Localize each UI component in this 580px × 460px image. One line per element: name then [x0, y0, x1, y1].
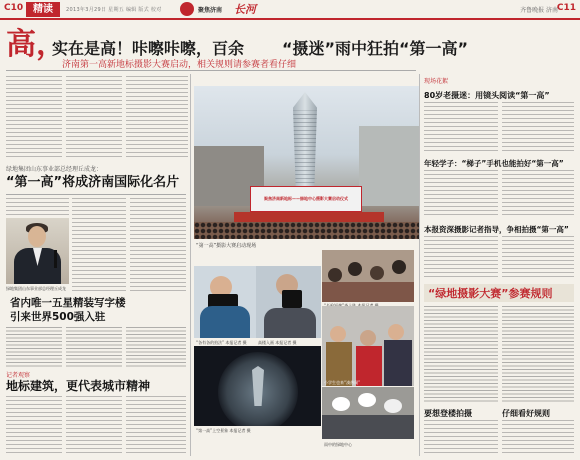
- story3-text-col-2: [66, 396, 122, 456]
- column-logo-script: 长河: [234, 3, 256, 16]
- column-divider: [190, 74, 191, 456]
- story1-text-intro: [6, 198, 69, 216]
- sidebar-item2-text-2: [502, 170, 574, 218]
- page-header: [0, 0, 580, 20]
- sidebar-item2-text-1: [424, 170, 498, 218]
- photo-d-caption: “第一高”上空景象 本报记者 摄: [196, 428, 251, 433]
- rules-text-2: [502, 306, 574, 402]
- story3-title: 地标建筑，更代表城市精神: [6, 379, 151, 393]
- story2-title-line1: 省内唯一五星精装写字楼: [10, 297, 126, 309]
- story1-kicker: 绿地集团山东事业部总经理丘成龙：: [6, 166, 103, 173]
- headline-main: 实在是高！咔嚓咔嚓，百余: [52, 39, 245, 58]
- headline-big-char: 高，: [6, 27, 66, 62]
- story1-text-col-2: [130, 198, 186, 294]
- page-number-right: C11: [556, 3, 576, 13]
- article-text-col-2: [66, 76, 122, 158]
- photo-helmets: [322, 387, 414, 439]
- portrait-photo: [6, 218, 69, 284]
- bottom-left-text: [424, 420, 498, 456]
- bottom-left-title: 要想登楼拍摄: [424, 409, 472, 418]
- story3-text-col-1: [6, 396, 62, 456]
- headline-rule: [6, 70, 416, 71]
- article-text-col-3: [126, 76, 188, 158]
- main-photo-caption: “第一高”摄影大赛启动现场: [196, 243, 257, 249]
- photo-photographer-b: [256, 266, 321, 338]
- sidebar-item2-title: 年轻学子：“梯子”手机也能拍好“第一高”: [424, 159, 564, 168]
- sidebar-label: 现场花絮: [424, 78, 449, 85]
- column-divider-right: [419, 74, 420, 456]
- portrait-caption: 绿地集团山东事业部总经理丘成龙: [6, 286, 66, 291]
- photo-a-caption: “各有各的拍法” 本报记者 摄: [196, 340, 247, 345]
- logo-icon: [180, 2, 194, 16]
- photo-students: [322, 306, 414, 386]
- story2-text-col-2: [66, 327, 122, 367]
- sidebar-item3-text-1: [424, 236, 498, 280]
- sidebar-item1-text-2: [502, 102, 574, 152]
- story3-kicker: 记者观察: [6, 372, 31, 379]
- edition-label: 齐鲁晚报 济南: [520, 7, 558, 14]
- story1-title: “第一高”将成济南国际化名片: [6, 175, 180, 190]
- story1-rule: [6, 194, 186, 195]
- rules-title: “绿地摄影大赛”参赛规则: [428, 287, 553, 300]
- photo-e-caption: 小学生也来“凑热闹”: [324, 380, 361, 385]
- sidebar-item1-text-1: [424, 102, 498, 152]
- story2-text-col-3: [126, 327, 186, 367]
- page-number-left: C10: [4, 3, 24, 13]
- main-photo-banner: 聚焦济南新地标——绿地中心摄影大赛启动仪式: [264, 196, 348, 201]
- section-tag: 精读: [26, 2, 60, 17]
- story2-text-col-1: [6, 327, 62, 367]
- sidebar-item3-title: 本报资深摄影记者指导，争相拍摄“第一高”: [424, 225, 569, 234]
- headline-quote: “摄迷”雨中狂拍“第一高”: [282, 39, 469, 58]
- photo-fisheye-sky: [194, 346, 321, 426]
- rules-text-1: [424, 306, 498, 402]
- photo-b-caption: 高楼入画 本报记者 摄: [258, 340, 297, 345]
- article-text-col-1: [6, 76, 62, 158]
- photo-f-caption: 雨中的绿地中心: [324, 442, 352, 447]
- bottom-right-title: 仔细看好规则: [502, 409, 550, 418]
- photo-photographer-a: [194, 266, 256, 338]
- photo-crowd-cameras: [322, 250, 414, 302]
- story3-text-col-3: [126, 396, 186, 456]
- story2-title-line2: 引来世界500强入驻: [10, 311, 106, 323]
- headline-subtitle: 济南第一高新地标摄影大赛启动，相关规则请参赛者看仔细: [62, 60, 297, 70]
- dateline: 2013年3月29日 星期五 编辑 版式 校对: [66, 7, 162, 13]
- main-photo-tower: [194, 86, 419, 239]
- sidebar-item3-text-2: [502, 236, 574, 280]
- column-logo-text: 聚焦济南: [198, 7, 223, 14]
- sidebar-item1-title: 80岁老摄迷：用镜头阅读“第一高”: [424, 91, 550, 100]
- bottom-right-text: [502, 420, 574, 456]
- story1-text-col-1: [72, 198, 126, 294]
